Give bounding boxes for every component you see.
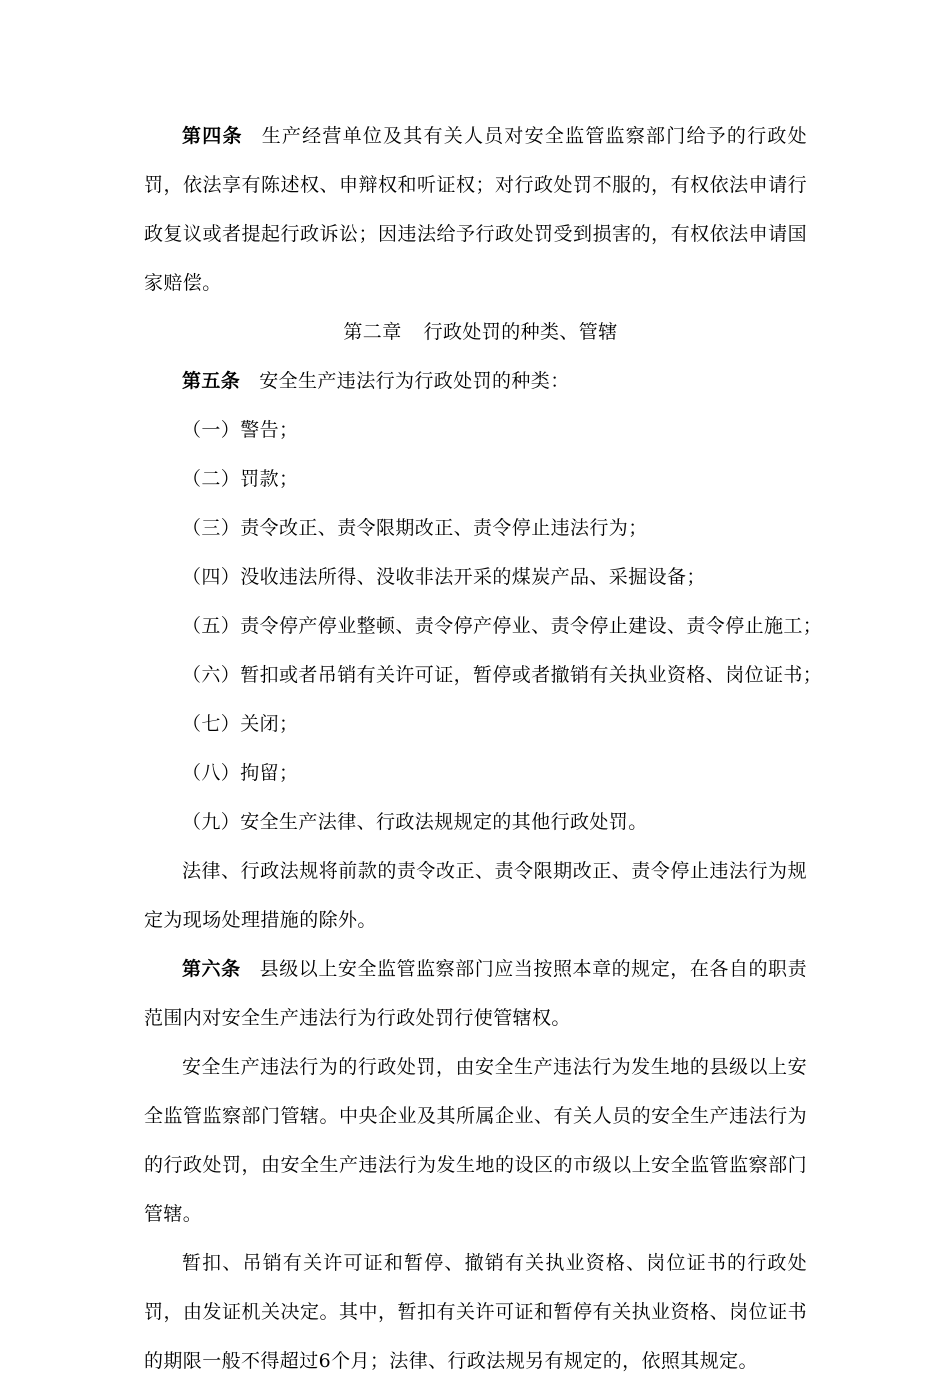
list-item: （九）安全生产法律、行政法规规定的其他行政处罚。: [182, 811, 648, 833]
article-6-paragraph-3: 暂扣、吊销有关许可证和暂停、撤销有关执业资格、岗位证书的行政处罚，由发证机关决定。其中，暂扣有关许可证和暂停有关执业资格、岗位证书的期限一般不得超过6个月；法律、行政法规另有规定的，依照其规定。: [144, 1252, 807, 1372]
list-item: （三）责令改正、责令限期改正、责令停止违法行为；: [182, 517, 648, 539]
article-5-number: 第五条: [182, 370, 241, 392]
article-5-text: 安全生产违法行为行政处罚的种类：: [259, 370, 570, 392]
article-4-text: 生产经营单位及其有关人员对安全监管监察部门给予的行政处罚，依法享有陈述权、申辩权和听证权；对行政处罚不服的，有权依法申请行政复议或者提起行政诉讼；因违法给予行政处罚受到损害的，有权依法申请国家赔偿。: [144, 125, 807, 294]
list-item: （四）没收违法所得、没收非法开采的煤炭产品、采掘设备；: [182, 566, 706, 588]
article-5-paragraph: [144, 357, 807, 406]
list-item: （八）拘留；: [182, 762, 299, 784]
chapter-2-title: 行政处罚的种类、管辖: [423, 321, 618, 343]
list-item: （五）责令停产停业整顿、责令停产停业、责令停止建设、责令停止施工；: [182, 615, 823, 637]
article-4-paragraph: [144, 112, 807, 308]
article-6-number: 第六条: [182, 958, 241, 980]
document-body: [144, 112, 823, 1386]
list-item: （一）警告；: [182, 419, 299, 441]
chapter-2-heading: [144, 308, 807, 357]
list-item: （六）暂扣或者吊销有关许可证，暂停或者撤销有关执业资格、岗位证书；: [182, 664, 823, 686]
article-6-paragraph: [144, 945, 807, 1043]
list-item: （七）关闭；: [182, 713, 299, 735]
article-6-paragraph-2: 安全生产违法行为的行政处罚，由安全生产违法行为发生地的县级以上安全监管监察部门管辖。中央企业及其所属企业、有关人员的安全生产违法行为的行政处罚，由安全生产违法行为发生地的设区的市级以上安全监管监察部门管辖。: [144, 1056, 807, 1225]
article-4-number: 第四条: [182, 125, 243, 147]
article-5-note: 法律、行政法规将前款的责令改正、责令限期改正、责令停止违法行为规定为现场处理措施的除外。: [144, 860, 807, 931]
list-item: （二）罚款；: [182, 468, 299, 490]
article-6-text: 县级以上安全监管监察部门应当按照本章的规定，在各自的职责范围内对安全生产违法行为行政处罚行使管辖权。: [144, 958, 808, 1029]
chapter-2-number: 第二章: [343, 321, 402, 343]
